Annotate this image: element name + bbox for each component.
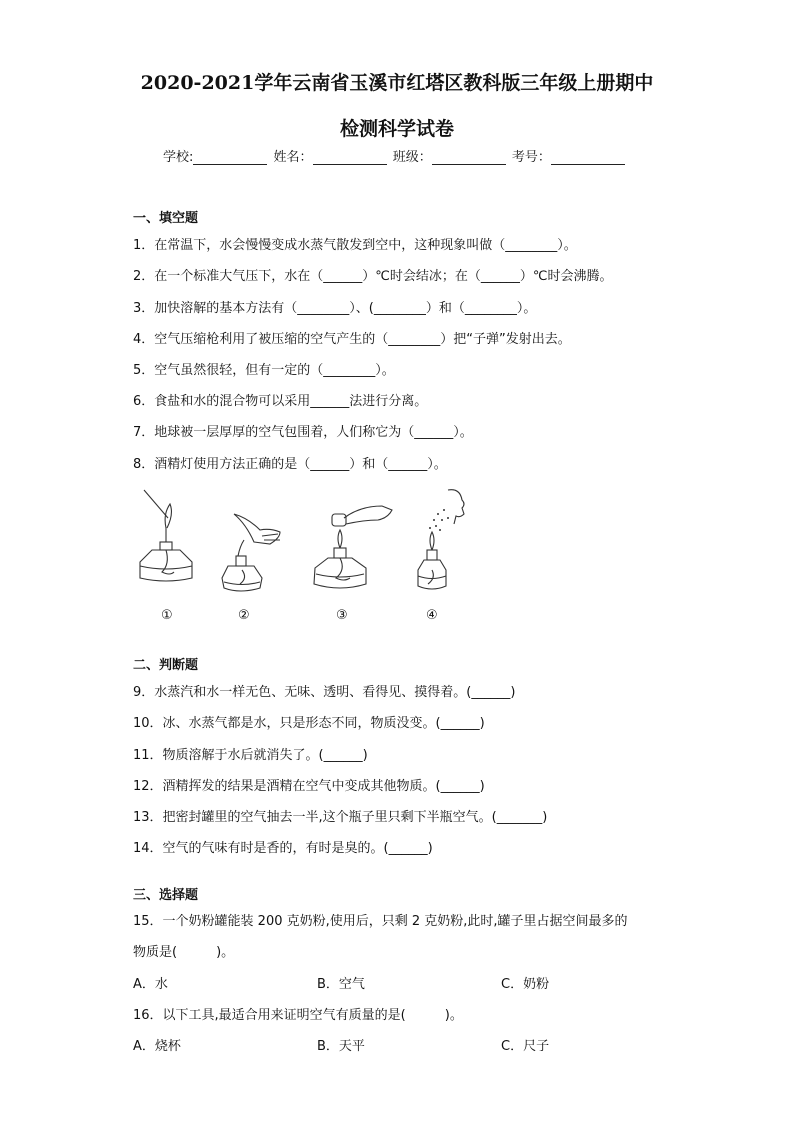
question-7: 7．地球被一层厚厚的空气包围着，人们称它为（______）。: [133, 425, 473, 440]
question-8: 8．酒精灯使用方法正确的是（______）和（______）。: [133, 457, 447, 472]
question-11: 11．物质溶解于水后就消失了。(______): [133, 748, 368, 763]
question-13: 13．把密封罐里的空气抽去一半,这个瓶子里只剩下半瓶空气。(_______): [133, 810, 548, 825]
paper-title-line2: 检测科学试卷: [339, 118, 454, 140]
q16-option-a[interactable]: A．烧杯: [133, 1039, 181, 1054]
name-blank[interactable]: [313, 150, 387, 165]
student-info-row: [163, 146, 627, 165]
school-blank[interactable]: [193, 150, 267, 165]
class-label: 班级：: [392, 150, 432, 165]
question-6: 6．食盐和水的混合物可以采用______法进行分离。: [133, 394, 428, 409]
q16-option-b[interactable]: B．天平: [317, 1039, 365, 1054]
number-label: 考号：: [511, 150, 551, 165]
number-blank[interactable]: [551, 150, 625, 165]
question-15-line2: 物质是( )。: [133, 945, 235, 960]
question-4: 4．空气压缩枪利用了被压缩的空气产生的（________）把“子弹”发射出去。: [133, 332, 571, 347]
alcohol-lamp-illustration: [130, 484, 470, 614]
question-5: 5．空气虽然很轻，但有一定的（________）。: [133, 363, 395, 378]
figure-label-2: ②: [238, 608, 250, 623]
figure-label-1: ①: [161, 608, 173, 623]
q15-option-a[interactable]: A．水: [133, 977, 168, 992]
alcohol-lamp-figures: [130, 484, 470, 614]
question-3: 3．加快溶解的基本方法有（________）、(________）和（________）。: [133, 301, 537, 316]
section-fill-heading: 一、填空题: [133, 211, 199, 226]
question-12: 12．酒精挥发的结果是酒精在空气中变成其他物质。(______): [133, 779, 485, 794]
question-10: 10．冰、水蒸气都是水，只是形态不同，物质没变。(______): [133, 716, 485, 731]
question-15-line1: 15．一个奶粉罐能装 200 克奶粉,使用后，只剩 2 克奶粉,此时,罐子里占据空间最多的: [133, 914, 628, 929]
section-judge-heading: 二、判断题: [133, 658, 199, 673]
school-label: 学校:: [163, 150, 194, 165]
question-9: 9．水蒸汽和水一样无色、无味、透明、看得见、摸得着。(______): [133, 685, 516, 700]
figure-label-3: ③: [336, 608, 348, 623]
question-14: 14．空气的气味有时是香的，有时是臭的。(______): [133, 841, 433, 856]
class-blank[interactable]: [432, 150, 506, 165]
section-choice-heading: 三、选择题: [133, 888, 199, 903]
paper-title-line1: 2020-2021学年云南省玉溪市红塔区教科版三年级上册期中: [140, 72, 654, 94]
q16-option-c[interactable]: C．尺子: [501, 1039, 550, 1054]
q15-option-b[interactable]: B．空气: [317, 977, 365, 992]
name-label: 姓名：: [273, 150, 313, 165]
question-2: 2．在一个标准大气压下，水在（______）℃时会结冰；在（______）℃时会沸腾。: [133, 269, 613, 284]
question-16: 16．以下工具,最适合用来证明空气有质量的是( )。: [133, 1008, 463, 1023]
q15-option-c[interactable]: C．奶粉: [501, 977, 550, 992]
figure-label-4: ④: [426, 608, 438, 623]
question-1: 1．在常温下，水会慢慢变成水蒸气散发到空中，这种现象叫做（________）。: [133, 238, 577, 253]
